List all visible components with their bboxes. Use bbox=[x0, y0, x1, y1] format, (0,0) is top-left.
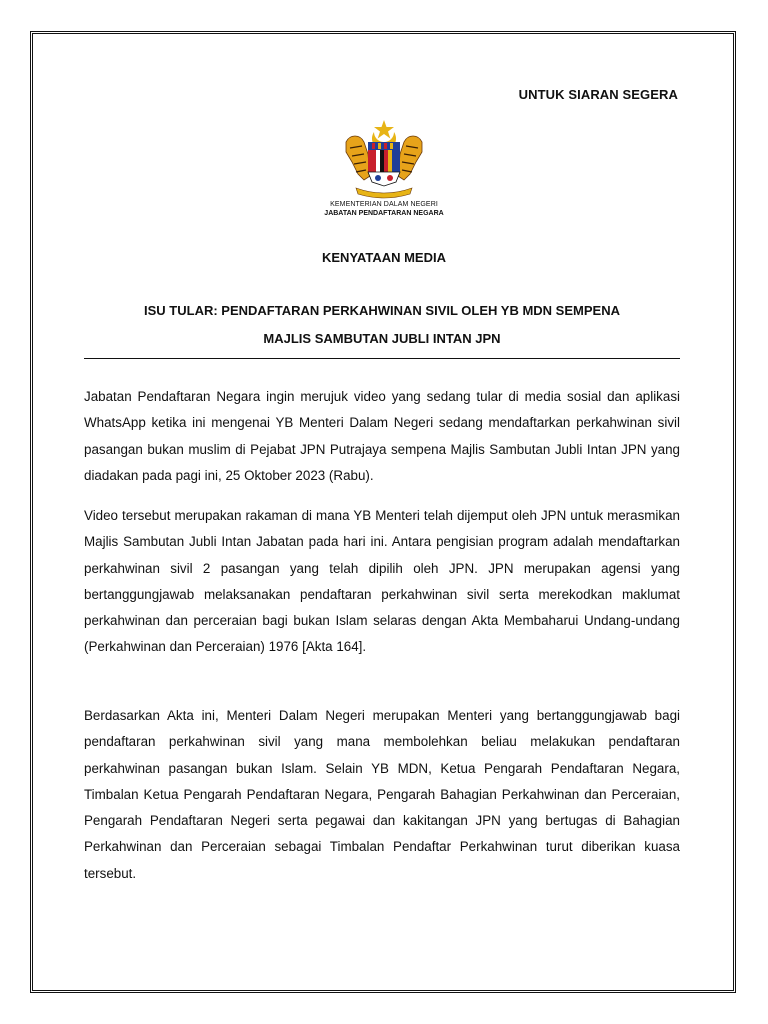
body-paragraph-3: Berdasarkan Akta ini, Menteri Dalam Negeri merupakan Menteri yang bertanggungjawab bagi pendaftaran perkahwinan sivil yang mana membolehkan beliau melakukan pendaftaran perkahwinan pasangan bukan Islam. Selain YB MDN, Ketua Pengarah Pendaftaran Negara, Timbalan Ketua Pengarah Pendaftaran Negara, Pengarah Bahagian Perkahwinan dan Perceraian, Pengarah Pendaftaran Negeri serta pegawai dan kakitangan JPN yang bertugas di Bahagian Perkahwinan dan Perceraian sebagai Timbalan Pendaftar Perkahwinan turut diberikan kuasa tersebut. bbox=[84, 708, 680, 881]
headline-line-2: MAJLIS SAMBUTAN JUBLI INTAN JPN bbox=[263, 331, 501, 346]
headline-line-1: ISU TULAR: PENDAFTARAN PERKAHWINAN SIVIL OLEH YB MDN SEMPENA bbox=[144, 303, 620, 318]
body-paragraph-2: Video tersebut merupakan rakaman di mana YB Menteri telah dijemput oleh JPN untuk merasmikan Majlis Sambutan Jubli Intan Jabatan pada hari ini. Antara pengisian program adalah mendaftarkan perkahwinan sivil 2 pasangan yang telah dipilih oleh JPN. JPN merupakan agensi yang bertanggungjawab melaksanakan pendaftaran perkahwinan sivil serta merekodkan maklumat perkahwinan dan perceraian bagi bukan Islam selaras dengan Akta Membaharui Undang-undang (Perkahwinan dan Perceraian) 1976 [Akta 164]. bbox=[84, 508, 680, 655]
ministry-name: KEMENTERIAN DALAM NEGERI bbox=[330, 201, 438, 208]
document-type-title: KENYATAAN MEDIA bbox=[322, 250, 446, 265]
department-name: JABATAN PENDAFTARAN NEGARA bbox=[324, 210, 444, 217]
headline-divider bbox=[84, 358, 680, 359]
body-paragraph-1: Jabatan Pendaftaran Negara ingin merujuk video yang sedang tular di media sosial dan aplikasi WhatsApp ketika ini mengenai YB Menteri Dalam Negeri sedang mendaftarkan perkahwinan sivil pasangan bukan muslim di Pejabat JPN Putrajaya sempena Majlis Sambutan Jubli Intan JPN yang diadakan pada pagi ini, 25 Oktober 2023 (Rabu). bbox=[84, 389, 680, 483]
coat-of-arms-icon bbox=[334, 118, 434, 200]
release-tag: UNTUK SIARAN SEGERA bbox=[518, 87, 678, 102]
